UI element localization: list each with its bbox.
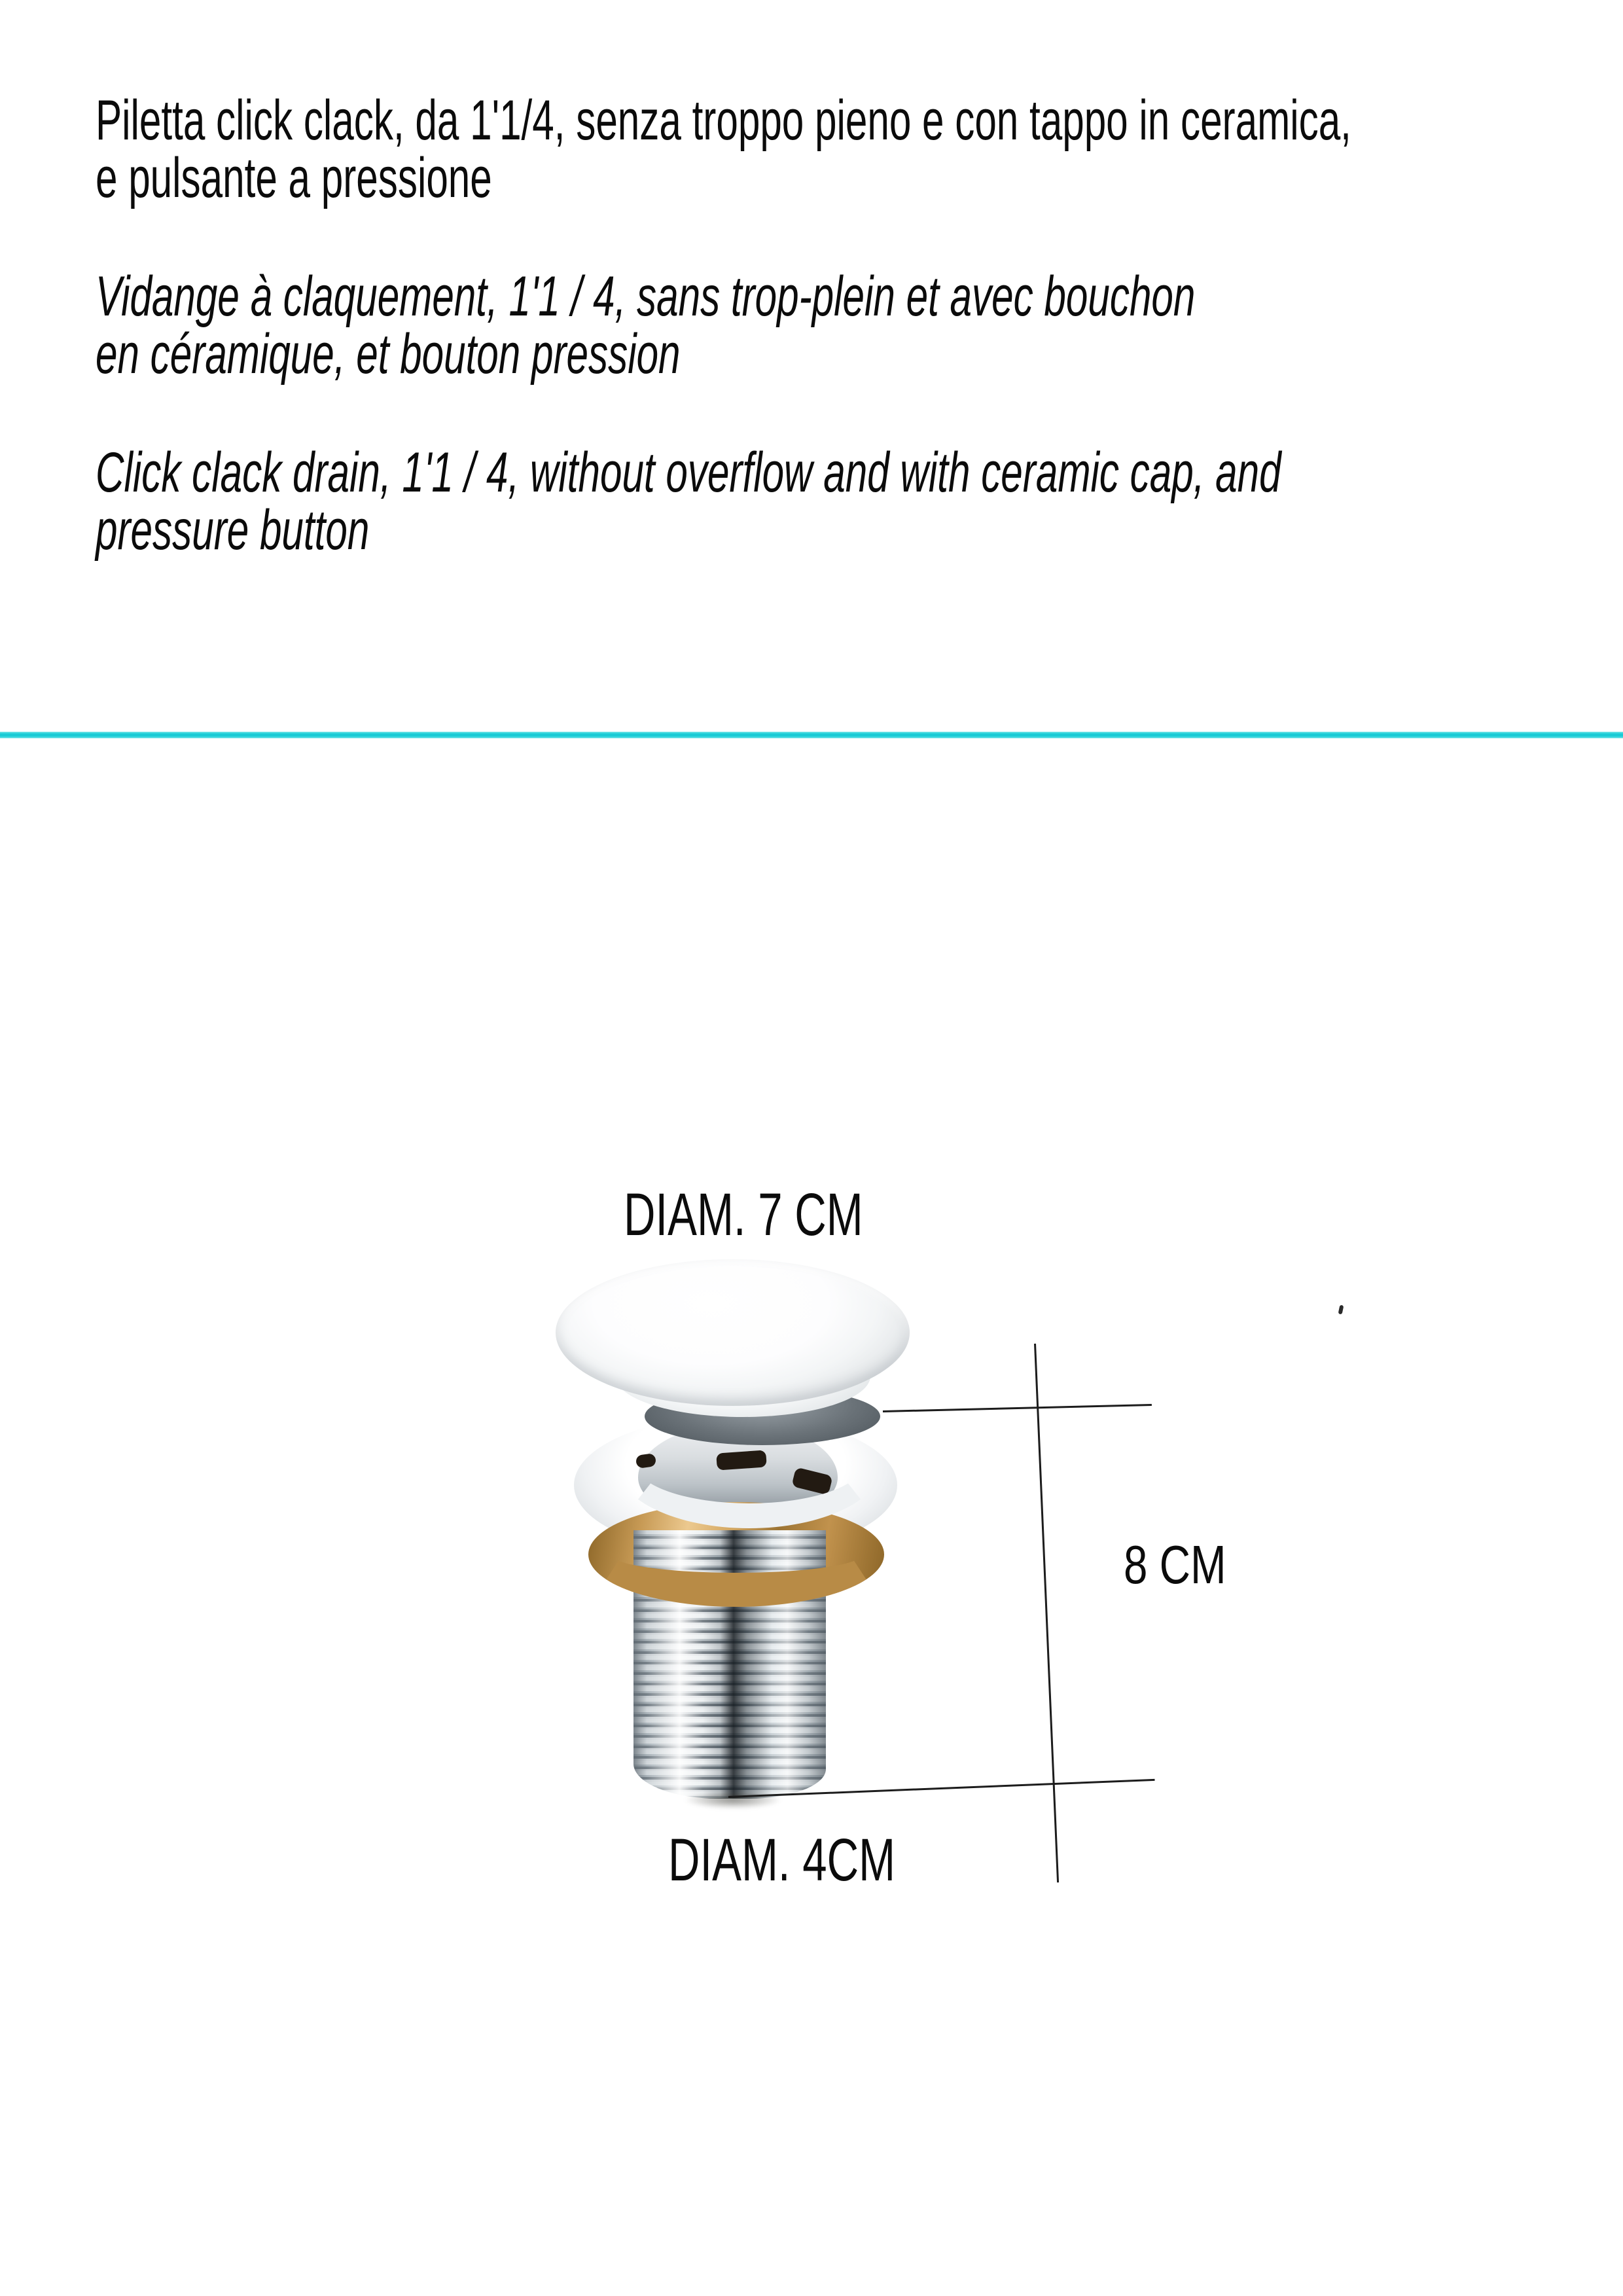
description-english-line-2: pressure button xyxy=(96,499,370,562)
divider-line xyxy=(0,732,1623,738)
top-diameter-label: DIAM. 7 CM xyxy=(624,1181,863,1248)
ceramic-cap xyxy=(556,1259,910,1406)
description-italian-line-1: Piletta click clack, da 1'1/4, senza troppo pieno e con tappo in ceramica, xyxy=(96,89,1351,152)
description-english xyxy=(96,441,1281,562)
product-photo xyxy=(517,1230,975,1833)
description-italian xyxy=(96,89,1351,209)
dim-line-vertical xyxy=(1034,1344,1059,1882)
pipe-bottom-shadow xyxy=(684,1791,782,1809)
description-french-line-1: Vidange à claquement, 1'1 / 4, sans trop-plein et avec bouchon xyxy=(96,265,1196,328)
height-label: 8 CM xyxy=(1124,1534,1226,1595)
description-french xyxy=(96,265,1196,386)
description-french-line-2: en céramique, et bouton pression xyxy=(96,323,681,386)
bottom-diameter-label: DIAM. 4CM xyxy=(668,1827,896,1893)
stray-apostrophe-mark xyxy=(1338,1305,1344,1315)
description-italian-line-2: e pulsante a pressione xyxy=(96,147,492,209)
description-english-line-1: Click clack drain, 1'1 / 4, without overflow and with ceramic cap, and xyxy=(96,441,1281,504)
